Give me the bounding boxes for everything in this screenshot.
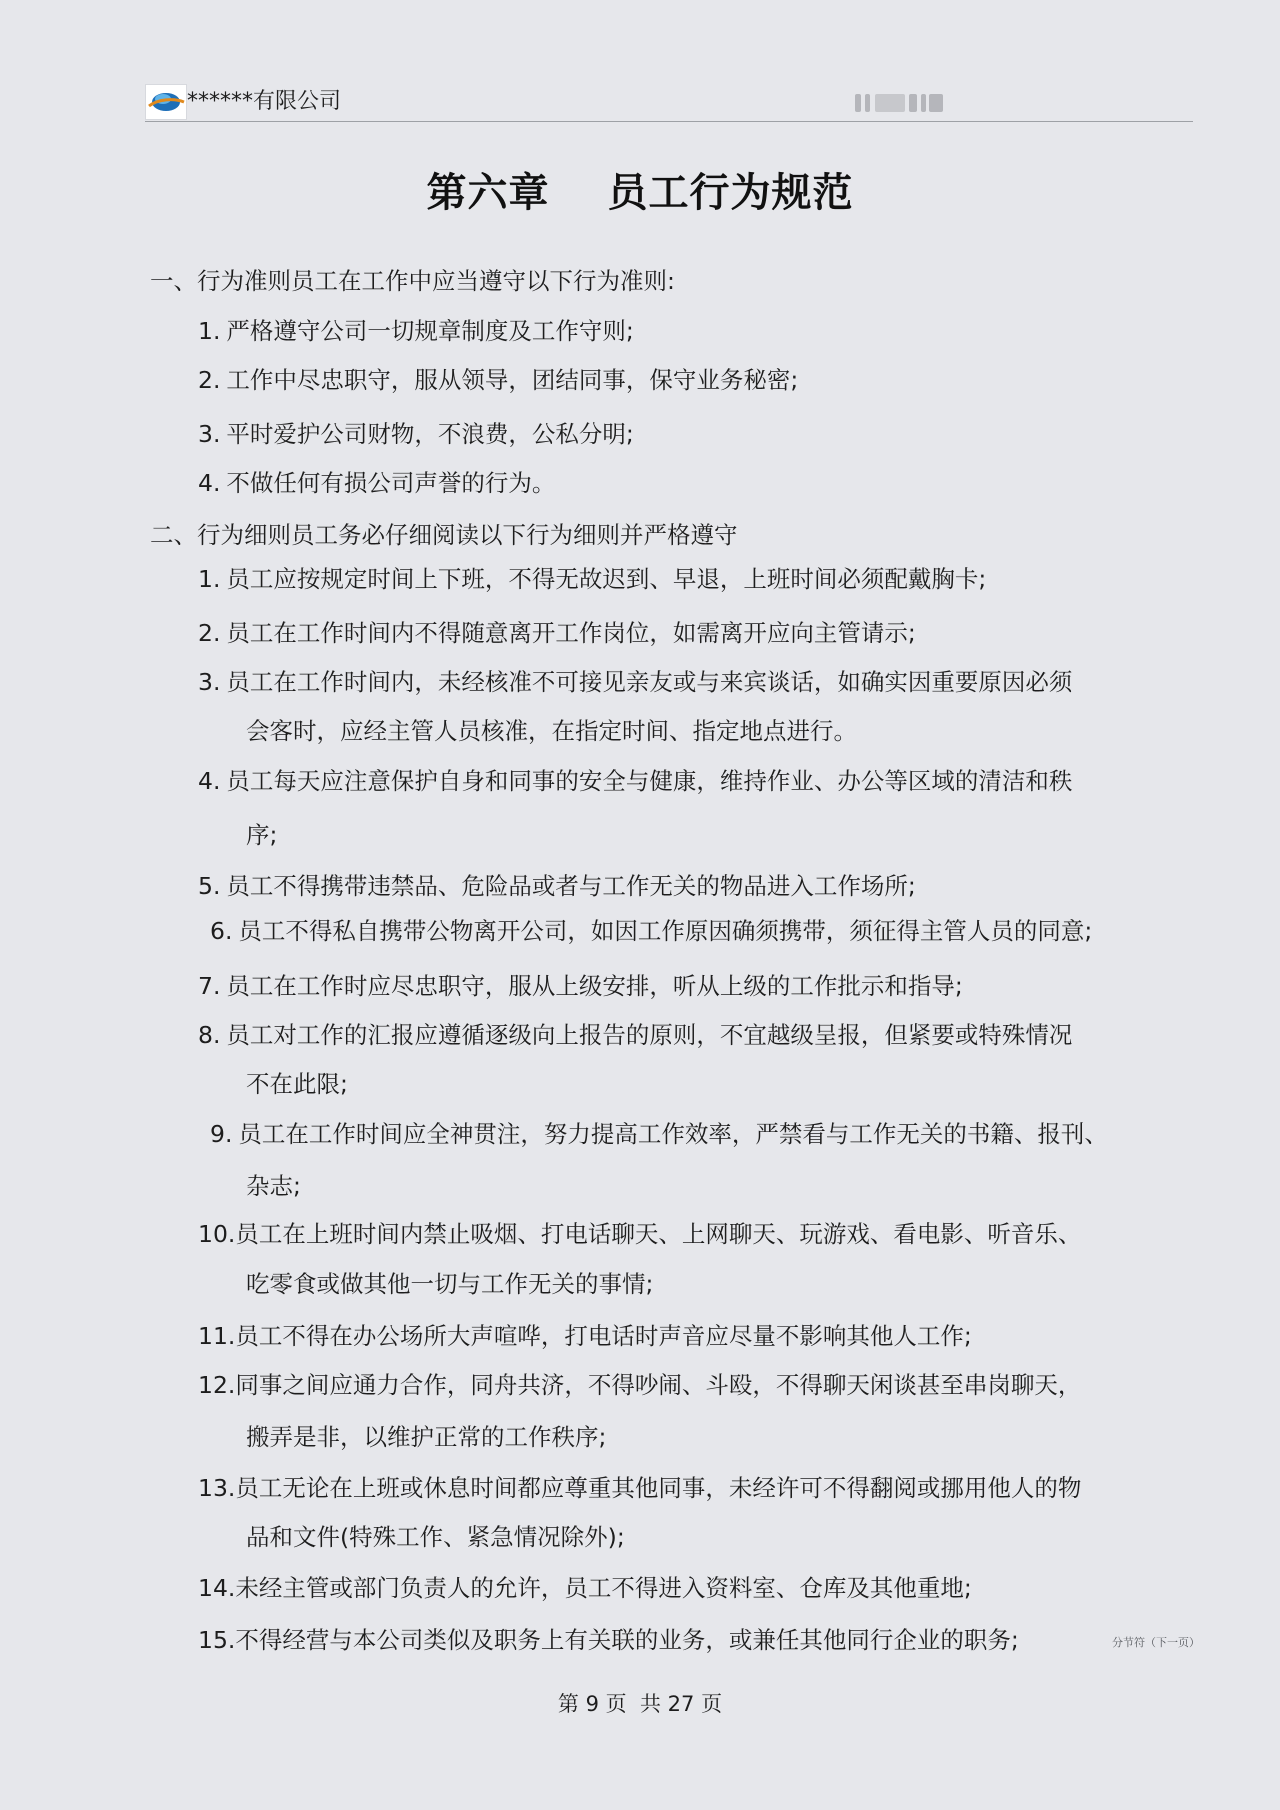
- list-item: 13.员工无论在上班或休息时间都应尊重其他同事，未经许可不得翻阅或挪用他人的物: [198, 1474, 1082, 1502]
- list-item-continuation: 会客时，应经主管人员核准，在指定时间、指定地点进行。: [246, 717, 857, 745]
- chapter-number: 第六章: [426, 170, 550, 216]
- chapter-title: [0, 168, 1280, 218]
- list-item-continuation: 不在此限;: [246, 1070, 348, 1098]
- list-item-continuation: 吃零食或做其他一切与工作无关的事情;: [246, 1270, 654, 1298]
- list-item-continuation: 品和文件(特殊工作、紧急情况除外);: [246, 1523, 625, 1551]
- list-item: 14.未经主管或部门负责人的允许，员工不得进入资料室、仓库及其他重地;: [198, 1574, 972, 1602]
- page-footer: [0, 1690, 1280, 1718]
- page-total: 共 27 页: [640, 1692, 723, 1716]
- list-item: 7. 员工在工作时应尽忠职守，服从上级安排，听从上级的工作批示和指导;: [198, 972, 963, 1000]
- list-item: 11.员工不得在办公场所大声喧哗，打电话时声音应尽量不影响其他人工作;: [198, 1322, 972, 1350]
- list-item: 5. 员工不得携带违禁品、危险品或者与工作无关的物品进入工作场所;: [198, 872, 916, 900]
- chapter-name: 员工行为规范: [607, 170, 854, 216]
- list-item: 15.不得经营与本公司类似及职务上有关联的业务，或兼任其他同行企业的职务;: [198, 1626, 1019, 1654]
- list-item: 10.员工在上班时间内禁止吸烟、打电话聊天、上网聊天、玩游戏、看电影、听音乐、: [198, 1220, 1082, 1248]
- section-heading: 一、行为准则员工在工作中应当遵守以下行为准则:: [150, 267, 675, 295]
- list-item: 9. 员工在工作时间应全神贯注，努力提高工作效率，严禁看与工作无关的书籍、报刊、: [210, 1120, 1108, 1148]
- list-item: 2. 工作中尽忠职守，服从领导，团结同事，保守业务秘密;: [198, 366, 799, 394]
- list-item: 1. 员工应按规定时间上下班，不得无故迟到、早退，上班时间必须配戴胸卡;: [198, 565, 987, 593]
- list-item: 1. 严格遵守公司一切规章制度及工作守则;: [198, 317, 634, 345]
- list-item: 3. 平时爱护公司财物，不浪费，公私分明;: [198, 420, 634, 448]
- redacted-header-text: [855, 94, 947, 114]
- list-item: 2. 员工在工作时间内不得随意离开工作岗位，如需离开应向主管请示;: [198, 619, 916, 647]
- header-divider: [145, 121, 1193, 122]
- page-header: [145, 82, 1193, 120]
- company-name: ******有限公司: [187, 89, 342, 114]
- page-number: 第 9 页: [557, 1692, 627, 1716]
- section-break-marker: 分节符（下一页）: [1112, 1636, 1200, 1649]
- list-item-continuation: 序;: [246, 821, 278, 849]
- list-item: 12.同事之间应通力合作，同舟共济，不得吵闹、斗殴，不得聊天闲谈甚至串岗聊天，: [198, 1371, 1082, 1399]
- list-item: 4. 员工每天应注意保护自身和同事的安全与健康，维持作业、办公等区域的清洁和秩: [198, 767, 1073, 795]
- list-item: 4. 不做任何有损公司声誉的行为。: [198, 469, 556, 497]
- list-item: 3. 员工在工作时间内，未经核准不可接见亲友或与来宾谈话，如确实因重要原因必须: [198, 668, 1073, 696]
- list-item-continuation: 杂志;: [246, 1172, 301, 1200]
- list-item: 6. 员工不得私自携带公物离开公司，如因工作原因确须携带，须征得主管人员的同意;: [210, 917, 1093, 945]
- list-item-continuation: 搬弄是非，以维护正常的工作秩序;: [246, 1423, 607, 1451]
- section-heading: 二、行为细则员工务必仔细阅读以下行为细则并严格遵守: [150, 521, 738, 549]
- company-logo-icon: [145, 84, 187, 120]
- list-item: 8. 员工对工作的汇报应遵循逐级向上报告的原则，不宜越级呈报，但紧要或特殊情况: [198, 1021, 1073, 1049]
